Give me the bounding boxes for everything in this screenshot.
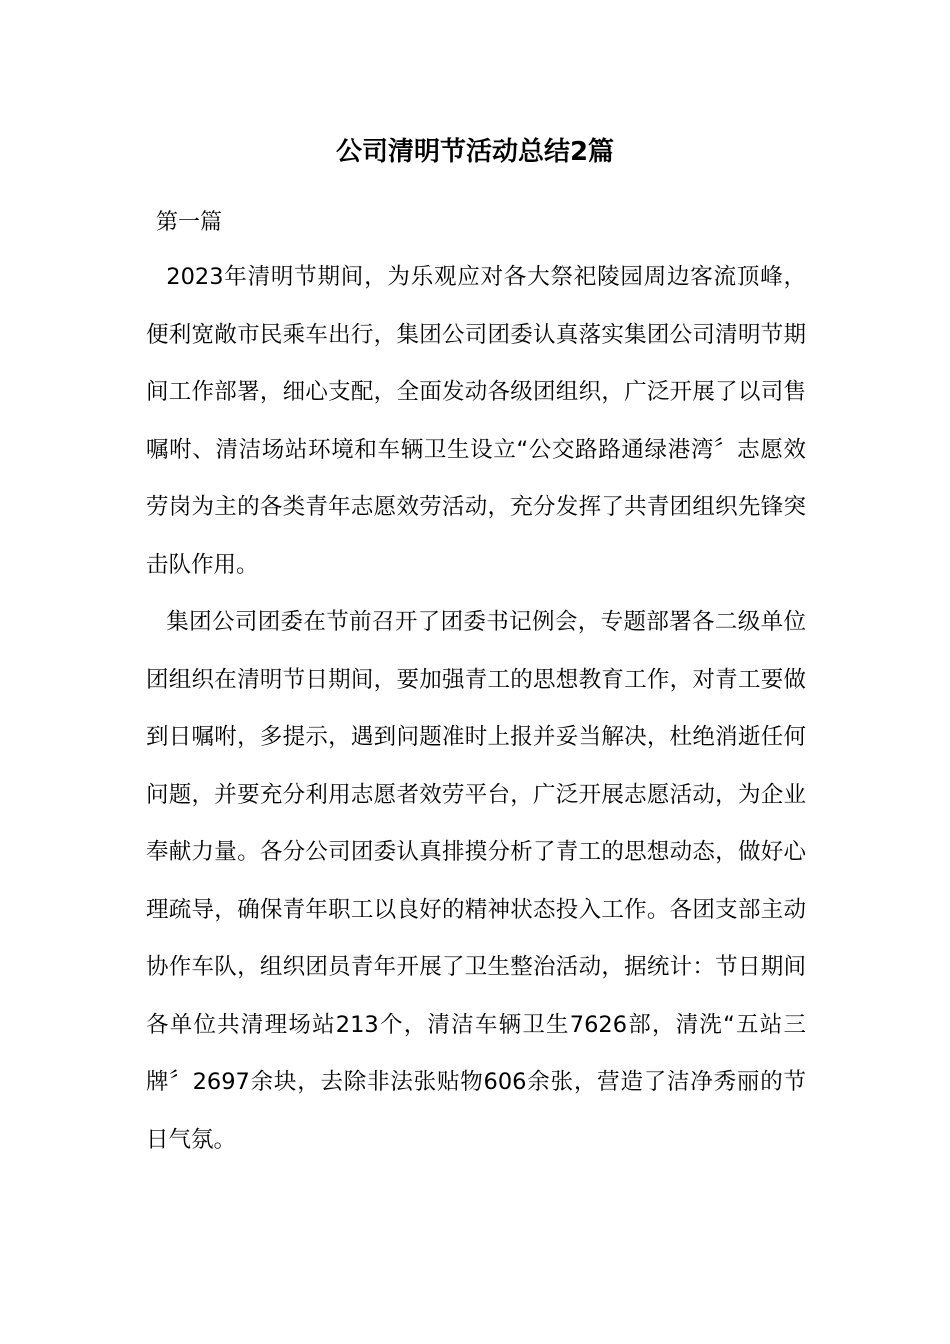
paragraph-1: 2023年清明节期间，为乐观应对各大祭祀陵园周边客流顶峰，便利宽敞市民乘车出行，集团公司团委认真落实集团公司清明节期间工作部署，细心支配，全面发动各级团组织，广泛开展了以司售嘱咐、清洁场站环境和车辆卫生设立“公交路路通绿港湾〞志愿效劳岗为主的各类青年志愿效劳活动，充分发挥了共青团组织先锋突击队作用。 <box>146 264 806 578</box>
paragraph-2: 集团公司团委在节前召开了团委书记例会，专题部署各二级单位团组织在清明节日期间，要加强青工的思想教育工作，对青工要做到日嘱咐，多提示，遇到问题准时上报并妥当解决，杜绝消逝任何问题，并要充分利用志愿者效劳平台，广泛开展志愿活动，为企业奉献力量。各分公司团委认真排摸分析了青工的思想动态，做好心理疏导，确保青年职工以良好的精神状态投入工作。各团支部主动协作车队，组织团员青年开展了卫生整治活动，据统计：节日期间各单位共清理场站213个，清洁车辆卫生7626部，清洗“五站三牌〞2697余块，去除非法张贴物606余张，营造了洁净秀丽的节日气氛。 <box>146 609 806 1153</box>
section-label: 第一篇 <box>156 210 223 235</box>
document-title: 公司清明节活动总结2篇 <box>335 137 615 167</box>
